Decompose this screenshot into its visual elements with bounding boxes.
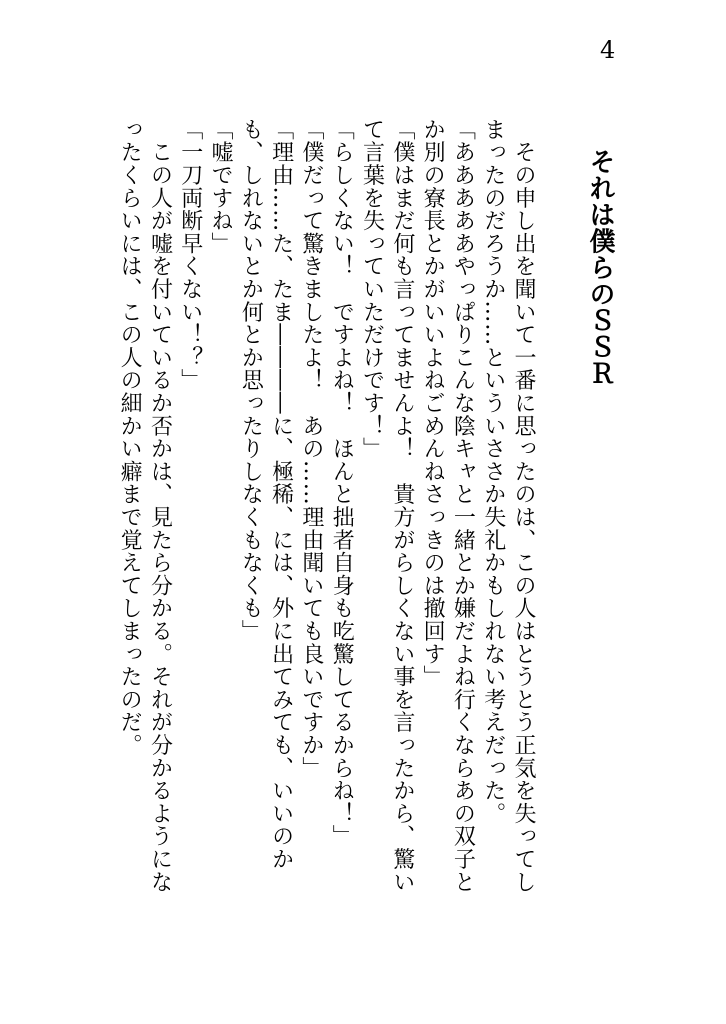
paragraph: 「一刀両断早くない！？」 [177,118,203,392]
paragraph: 「僕はまだ何も言ってませんよ！ 貴方がらしくない事を言ったから、驚いて言葉を失っていただけです！」 [359,118,415,894]
paragraph: 「嘘ですね」 [208,118,234,255]
paragraph: その申し出を聞いて一番に思ったのは、この人はとうとう正気を失ってしまったのだろうか……といういささか失礼かもしれない考えだった。 [480,118,536,894]
paragraph: 「らしくない！ ですよね！ ほんと拙者自身も吃驚してるからね！」 [329,118,355,848]
body-text [114,118,538,908]
paragraph: 「理由……た、たま――――に、極稀、には、外に出てみても、いいのかも、しれないとか何とか思ったりしなくもなくも」 [238,118,294,871]
page-number: 4 [600,36,616,64]
paragraph: この人が嘘を付いているか否かは、見たら分かる。それが分かるようになったくらいには、この人の細かい癖まで覚えてしまったのだ。 [117,118,173,894]
paragraph: 「僕だって驚きましたよ！ あの……理由聞いても良いですか」 [298,118,324,780]
chapter-title: それは僕らのＳＳＲ [585,148,615,387]
paragraph: 「あああああやっぱりこんな陰キャと一緒とか嫌だよね行くならあの双子とか別の寮長とかがいいよねごめんねさっきのは撤回す」 [420,118,476,894]
